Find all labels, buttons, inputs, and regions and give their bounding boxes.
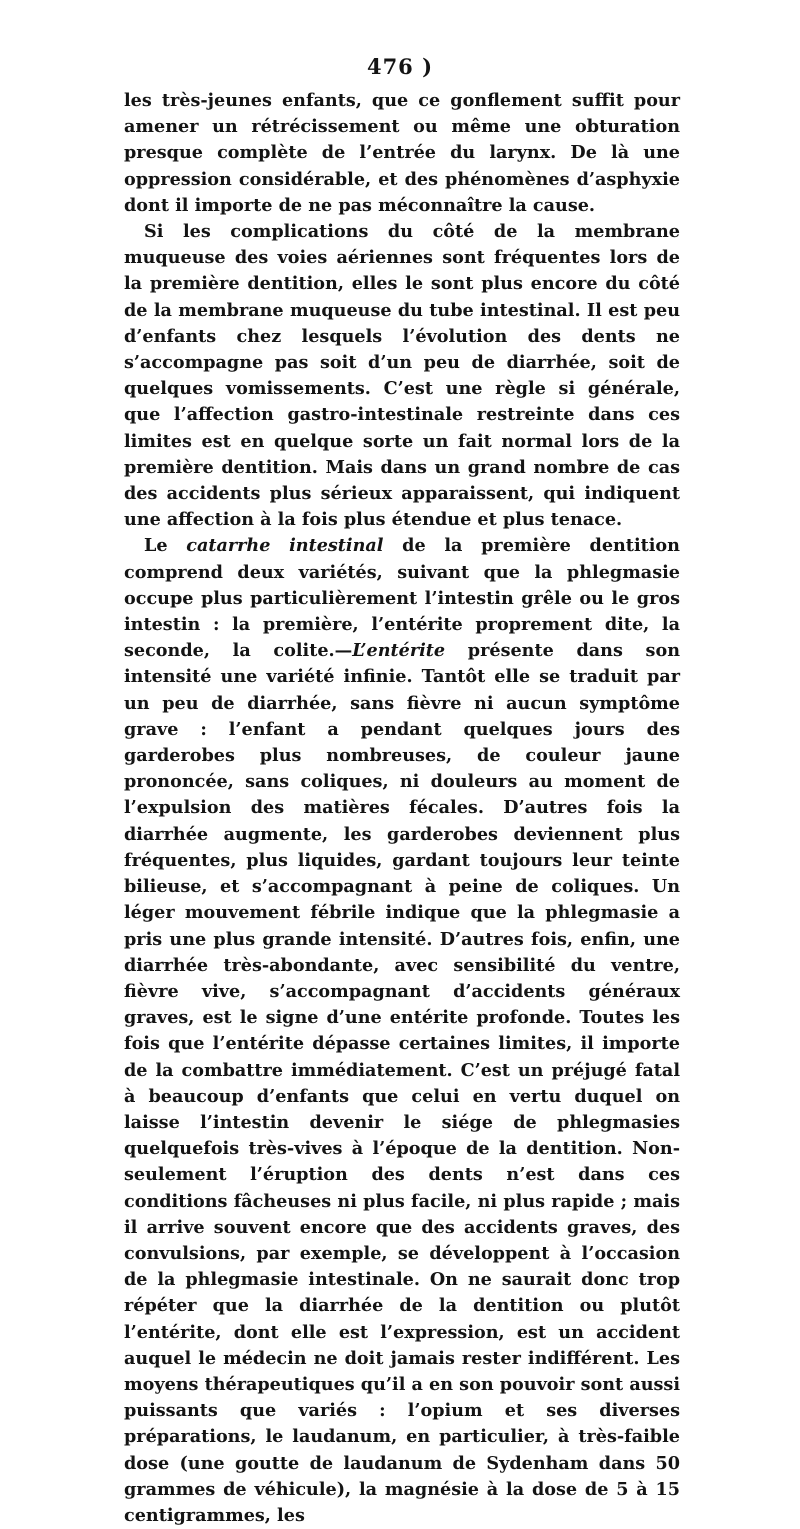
paragraph-complications: Si les complications du côté de la membrane muqueuse des voies aériennes sont fréquentes lors de la première dentition, elles le sont plus encore du côté de la membrane muqueuse du tube intestinal. Il est peu d’enfants chez lesquels l’évolution des dents ne s’accompagne pas soit d’un peu de diarrhée, soit de quelques vomissements. C’est une règle si générale, que l’affection gastro-intestinale restreinte dans ces limites est en quelque sorte un fait normal lors de la première dentition. Mais dans un grand nombre de cas des accidents plus sérieux apparaissent, qui indiquent une affection à la fois plus étendue et plus tenace. bbox=[124, 221, 680, 531]
term-enterite: L’entérite bbox=[352, 640, 446, 662]
paragraph-lead: Le bbox=[144, 535, 187, 557]
page-number: 476 ) bbox=[366, 54, 434, 79]
paragraph-continuation: les très-jeunes enfants, que ce gonflement suffit pour amener un rétrécissement ou même une obturation presque complète de l’entrée du larynx. De là une oppression considérable, et des phénomènes d’asphyxie dont il importe de ne pas méconnaître la cause. bbox=[124, 90, 680, 216]
paragraph-rest: présente dans son intensité une variété infinie. Tantôt elle se traduit par un peu de diarrhée, sans fièvre ni aucun symptôme grave : l’enfant a pendant quelques jours des garderobes plus nombreuses, de couleur jaune prononcée, sans coliques, ni douleurs au moment de l’expulsion des matières fécales. D’autres fois la diarrhée augmente, les garderobes deviennent plus fréquentes, plus liquides, gardant toujours leur teinte bilieuse, et s’accompagnant à peine de coliques. Un léger mouvement fébrile indique que la phlegmasie a pris une plus grande intensité. D’autres fois, enfin, une diarrhée très-abondante, avec sensibilité du ventre, fièvre vive, s’accompagnant d’accidents généraux graves, est le signe d’une entérite profonde. Toutes les fois que l’entérite dépasse certaines limites, il importe de la combattre immédiatement. C’est un préjugé fatal à beaucoup d’enfants que celui en vertu duquel on laisse l’intestin devenir le siége de phlegmasies quelquefois très-vives à l’époque de la dentition. Non-seulement l’éruption des dents n’est dans ces conditions fâcheuses ni plus facile, ni plus rapide ; mais il arrive souvent encore que des accidents graves, des convulsions, par exemple, se développent à l’occasion de la phlegmasie intestinale. On ne saurait donc trop répéter que la diarrhée de la dentition ou plutôt l’entérite, dont elle est l’expression, est un accident auquel le médecin ne doit jamais rester indifférent. Les moyens thérapeutiques qu’il a en son pouvoir sont aussi puissants que variés : l’opium et ses diverses préparations, le laudanum, en particulier, à très-faible dose (une goutte de laudanum de Sydenham dans 50 grammes de véhicule), la magnésie à la dose de 5 à 15 centigrammes, les bbox=[124, 640, 680, 1526]
paragraph-catarrhe bbox=[124, 533, 680, 1529]
body-text bbox=[124, 88, 680, 1529]
paragraph-after-term: de la première dentition comprend deux variétés, suivant que la phlegmasie occupe plus particulièrement l’intestin grêle ou le gros intestin : la première, l’entérite proprement dite, la seconde, la colite.— bbox=[124, 535, 680, 662]
term-catarrhe-intestinal: catarrhe intestinal bbox=[186, 535, 384, 557]
